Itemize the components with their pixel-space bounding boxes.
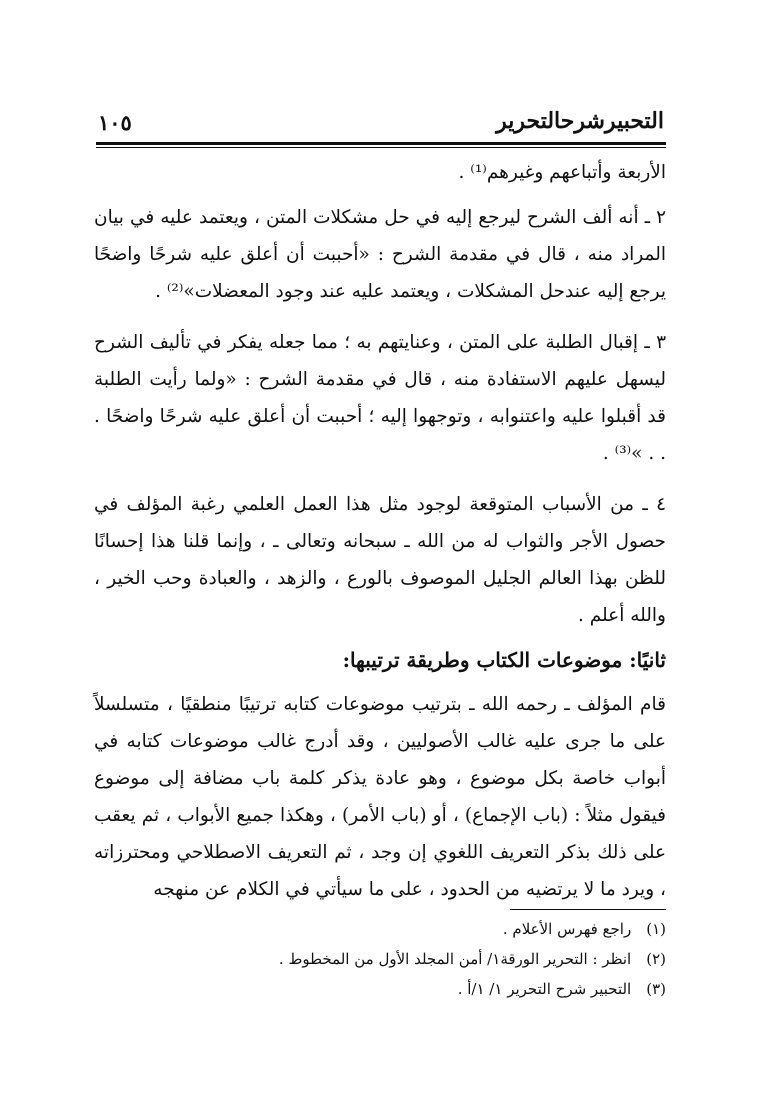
paragraph-reason-3: ٣ ـ إقبال الطلبة على المتن ، وعنايتهم به ؛ مما جعله يفكر في تأليف الشرح ليسهل عليهم الاستفادة منه ، قال في مقدمة الشرح : «ولما رأيت الطلبة قد أقبلوا عليه واعتنوابه ، وتوجهوا إليه ؛ أحببت أن أعلق عليه شرحًا واضحًا . . . »⁽³⁾ . [94,332,666,464]
main-text [94,154,666,922]
paragraph-continuation: الأربعة وأتباعهم وغيرهم⁽¹⁾ . [458,162,666,183]
footnotes [94,914,666,1004]
running-title: التحبيرشرحالتحرير [496,108,664,134]
header-rule [96,142,666,145]
paragraph-topics: قام المؤلف ـ رحمه الله ـ بترتيب موضوعات كتابه ترتيبًا منطقيًا ، متسلسلاً على ما جرى عليه غالب الأصوليين ، وقد أدرج غالب موضوعات كتابه في أبواب خاصة بكل موضوع ، وهو عادة يذكر كلمة باب مضافة إلى موضوع فيقول مثلاً : (باب الإجماع) ، أو (باب الأمر) ، وهكذا جميع الأبواب ، ثم يعقب على ذلك بذكر التعريف اللغوي إن وجد ، ثم التعريف الاصطلاحي ومحترزاته ، ويرد ما لا يرتضيه من الحدود ، على ما سيأتي في الكلام عن منهجه [94,694,666,900]
footnote-2 [94,944,666,974]
footnote-1 [94,914,666,944]
footnote-text: راجع فهرس الأعلام . [502,920,632,938]
footnote-number: (١) [646,920,666,938]
footnote-text: التحبير شرح التحرير ١/ ١/أ . [457,980,632,998]
paragraph-reason-2: ٢ ـ أنه ألف الشرح ليرجع إليه في حل مشكلات المتن ، ويعتمد عليه في بيان المراد منه ، قال في مقدمة الشرح : «أحببت أن أعلق عليه شرحًا واضحًا يرجع إليه عندحل المشكلات ، ويعتمد عليه عند وجود المعضلات»⁽²⁾ . [94,207,666,302]
paragraph-reason-4: ٤ ـ من الأسباب المتوقعة لوجود مثل هذا العمل العلمي رغبة المؤلف في حصول الأجر والثواب له من الله ـ سبحانه وتعالى ـ ، وإنما قلنا هذا إحسانًا للظن بهذا العالم الجليل الموصوف بالورع ، والزهد ، والعبادة وحب الخير ، والله أعلم . [94,494,666,626]
page-header [98,104,664,138]
page-number: ١٠٥ [98,110,132,135]
footnote-separator [510,909,666,910]
footnote-number: (٣) [646,980,666,998]
section-heading: ثانيًا: موضوعات الكتاب وطريقة ترتيبها: [342,648,666,672]
footnote-text: انظر : التحرير الورقة١/ أمن المجلد الأول من المخطوط . [278,950,632,968]
footnote-3 [94,974,666,1004]
header-rule-thin [96,147,666,148]
footnote-number: (٢) [646,950,666,968]
